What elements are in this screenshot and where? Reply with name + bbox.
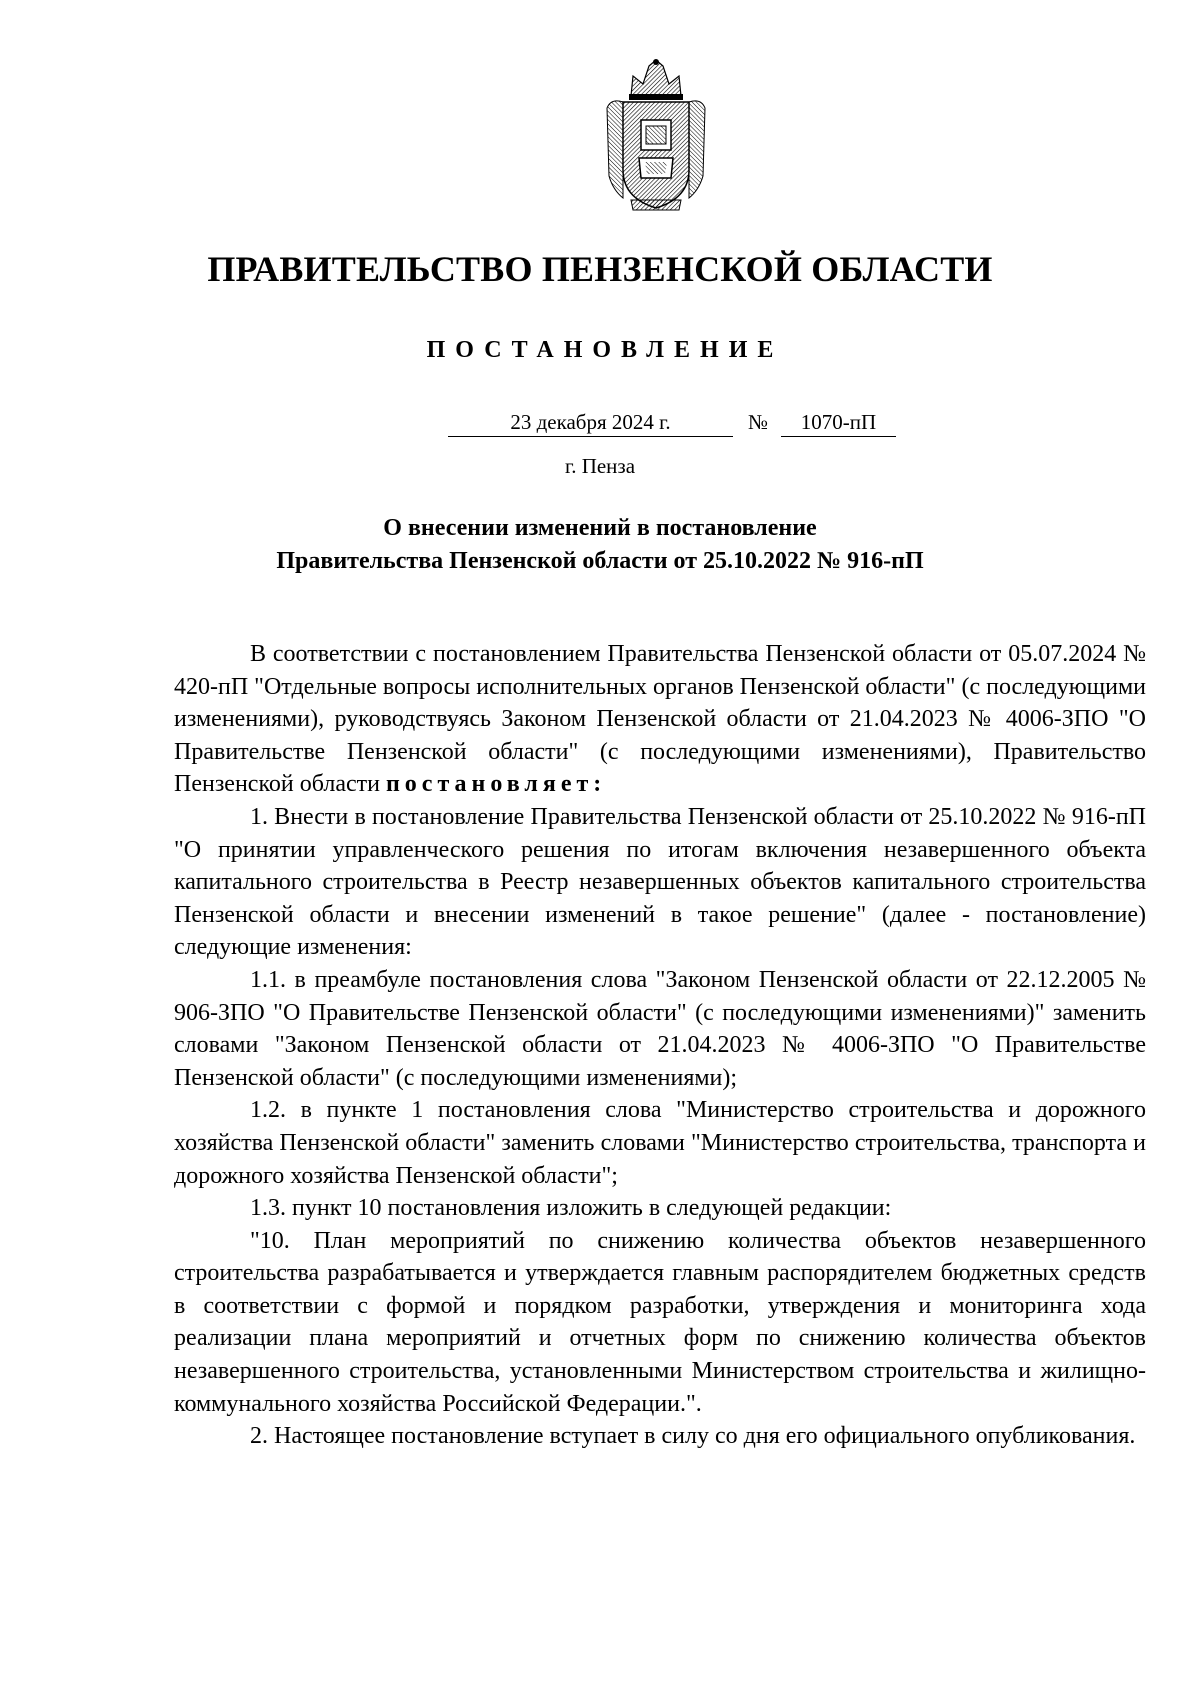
paragraph-2: 2. Настоящее постановление вступает в силу со дня его официального опубликования. <box>250 1423 1136 1450</box>
resolves-word: постановляет: <box>385 771 607 798</box>
paragraph-1-3-text: "10. План мероприятий по снижению количества объектов незавершенного строительства разрабатывается и утверждается главным распорядителем бюджетных средств в соответствии с формой и порядком разработки, утверждения и мониторинга хода реализации плана мероприятий и отчетных форм по снижению количества объектов незавершенного строительства, установленными Министерством строительства и жилищно-коммунального хозяйства Российской Федерации.". <box>174 1227 1146 1417</box>
document-date: 23 декабря 2024 г. <box>448 408 733 437</box>
document-body <box>174 638 1146 1453</box>
subject-line-2: Правительства Пензенской области от 25.10.2022 № 916-пП <box>276 548 924 574</box>
preamble-paragraph <box>174 638 1146 801</box>
penza-region-coat-of-arms-icon <box>601 58 711 213</box>
document-type: ПОСТАНОВЛЕНИЕ <box>426 337 784 363</box>
document-subject <box>0 512 1200 578</box>
preamble-text: В соответствии с постановлением Правительства Пензенской области от 05.07.2024 № 420-пП "Отдельные вопросы исполнительных органов Пензенской области" (с последующими изменениями), руководствуясь Законом Пензенской области от 21.04.2023 № 4006-ЗПО "О Правительстве Пензенской области" (с последующими изменениями), Правительство Пензенской области <box>174 641 1146 798</box>
city: г. Пенза <box>564 454 636 478</box>
paragraph-1: 1. Внести в постановление Правительства Пензенской области от 25.10.2022 № 916-пП "О принятии управленческого решения по итогам включения незавершенного объекта капитального строительства в Реестр незавершенных объектов капитального строительства Пензенской области и внесении изменений в такое решение" (далее - постановление) следующие изменения: <box>174 803 1146 961</box>
paragraph-1-2: 1.2. в пункте 1 постановления слова "Министерство строительства и дорожного хозяйства Пензенской области" заменить словами "Министерство строительства, транспорта и дорожного хозяйства Пензенской области"; <box>174 1097 1146 1189</box>
subject-line-1: О внесении изменений в постановление <box>383 515 817 541</box>
number-sign: № <box>747 410 769 434</box>
paragraph-1-1: 1.1. в преамбуле постановления слова "Законом Пензенской области от 22.12.2005 № 906-ЗПО "О Правительстве Пензенской области" (с последующими изменениями)" заменить словами "Законом Пензенской области от 21.04.2023 № 4006-ЗПО "О Правительстве Пензенской области" (с последующими изменениями); <box>174 966 1146 1091</box>
date-number-line <box>448 408 896 444</box>
document-number: 1070-пП <box>781 408 896 437</box>
paragraph-1-3: 1.3. пункт 10 постановления изложить в следующей редакции: <box>250 1195 892 1222</box>
government-title: ПРАВИТЕЛЬСТВО ПЕНЗЕНСКОЙ ОБЛАСТИ <box>207 249 993 289</box>
